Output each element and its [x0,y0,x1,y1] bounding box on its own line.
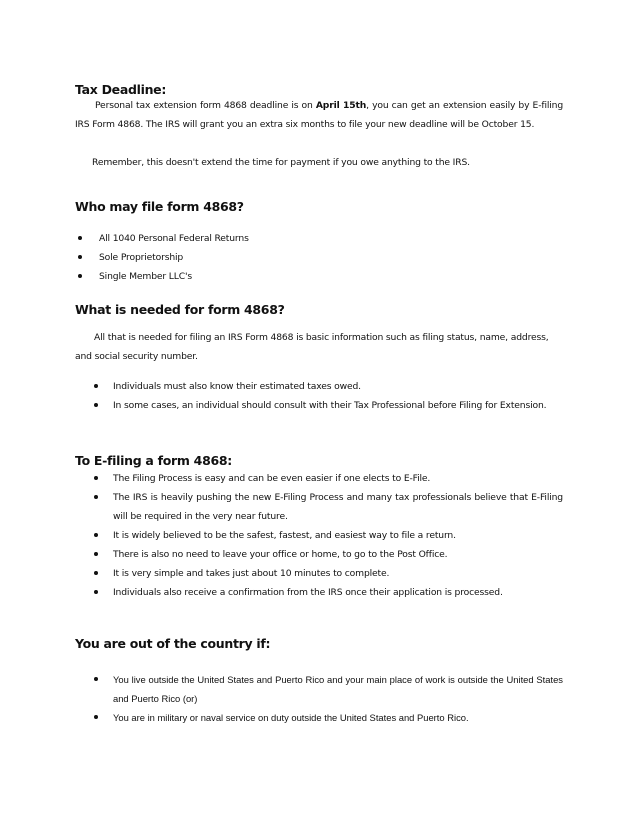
deadline-date: April 15th [315,100,367,111]
abroad-list [113,670,563,727]
list-item: The Filing Process is easy and can be even easier if one elects to E-File. [113,469,563,488]
needed-intro: All that is needed for filing an IRS Form 4868 is basic information such as filing status, name, address, and social security number. [75,332,549,362]
list-item: Single Member LLC's [99,267,559,286]
needed-list [113,377,563,415]
bullet-icon [94,571,98,575]
who-list [99,229,559,286]
list-item: The IRS is heavily pushing the new E-Filing Process and many tax professionals believe that E-Filing will be required in the very near future. [113,488,563,526]
bullet-icon [94,403,98,407]
heading-e-filing: To E-filing a form 4868: [75,453,232,468]
heading-who-may-file: Who may file form 4868? [75,199,244,214]
bullet-icon [94,533,98,537]
bullet-icon [94,677,98,681]
efile-list [113,469,563,602]
list-item: In some cases, an individual should consult with their Tax Professional before Filing for Extension. [113,396,563,415]
list-item: Sole Proprietorship [99,248,559,267]
bullet-icon [78,255,82,259]
list-item: You are in military or naval service on duty outside the United States and Puerto Rico. [113,708,563,727]
list-item: You live outside the United States and Puerto Rico and your main place of work is outside the United States and Puerto Rico (or) [113,670,563,708]
bullet-icon [94,384,98,388]
bullet-icon [78,274,82,278]
list-item: It is widely believed to be the safest, fastest, and easiest way to file a return. [113,526,563,545]
bullet-icon [94,495,98,499]
bullet-icon [78,236,82,240]
bullet-icon [94,715,98,719]
heading-out-of-country: You are out of the country if: [75,636,271,651]
deadline-text-post: , you can get an extension easily by E-filing IRS Form 4868. The IRS will grant you an extra six months to file your new deadline will be October 15. [75,100,564,130]
deadline-paragraph [75,96,563,134]
deadline-text-pre: Personal tax extension form 4868 deadline is on [95,100,316,111]
bullet-icon [94,476,98,480]
heading-what-is-needed: What is needed for form 4868? [75,302,285,317]
list-item: Individuals must also know their estimated taxes owed. [113,377,563,396]
bullet-icon [94,590,98,594]
list-item: There is also no need to leave your office or home, to go to the Post Office. [113,545,563,564]
list-item: It is very simple and takes just about 10 minutes to complete. [113,564,563,583]
list-item: All 1040 Personal Federal Returns [99,229,559,248]
heading-tax-deadline: Tax Deadline: [75,82,167,97]
deadline-payment-note: Remember, this doesn't extend the time for payment if you owe anything to the IRS. [92,157,470,168]
bullet-icon [94,552,98,556]
list-item: Individuals also receive a confirmation from the IRS once their application is processed. [113,583,563,602]
